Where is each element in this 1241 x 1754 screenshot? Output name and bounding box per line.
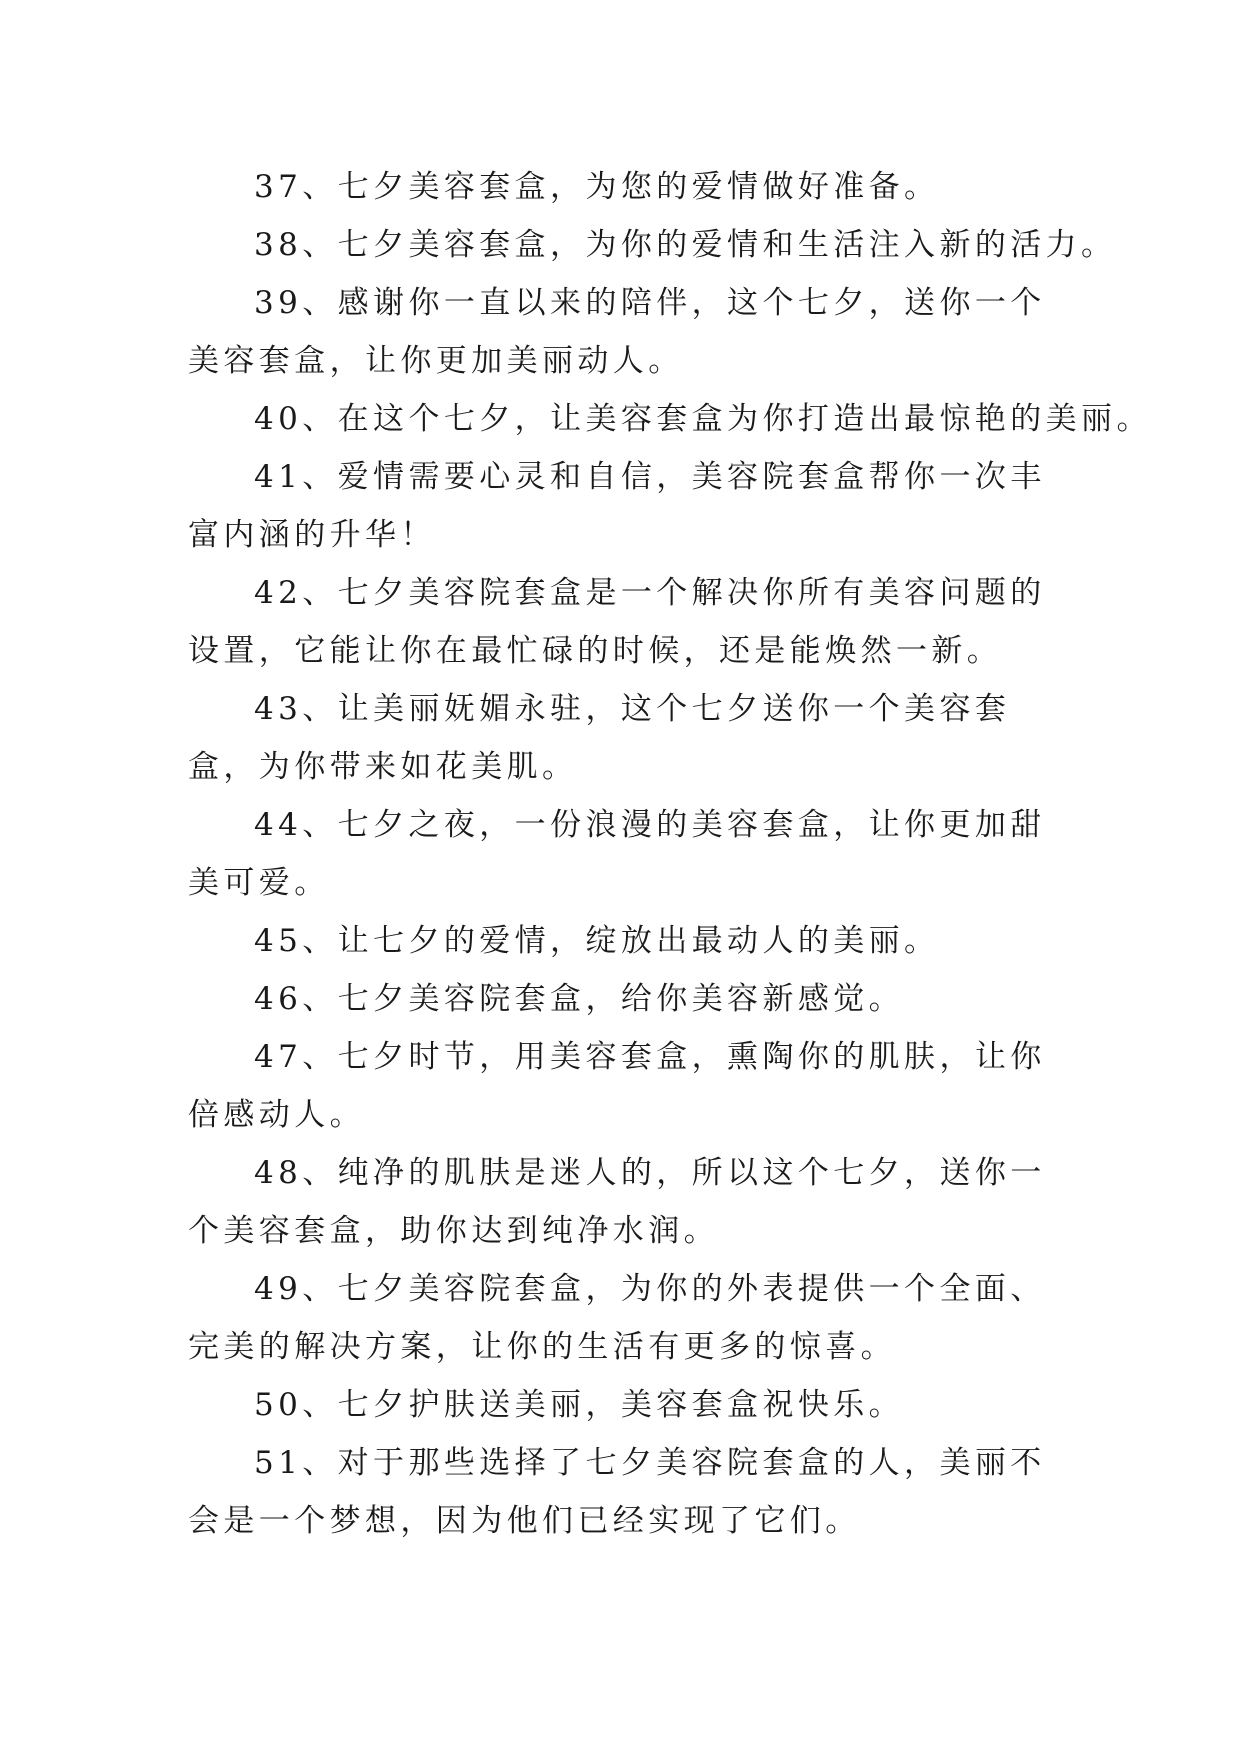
- paragraph-45: 45、让七夕的爱情，绽放出最动人的美丽。: [254, 923, 940, 959]
- paragraph-44: 44、七夕之夜，一份浪漫的美容套盒，让你更加甜美可爱。: [188, 807, 1046, 901]
- paragraph-39: 39、感谢你一直以来的陪伴，这个七夕，送你一个美容套盒，让你更加美丽动人。: [188, 285, 1046, 379]
- paragraph-51: 51、对于那些选择了七夕美容院套盒的人，美丽不会是一个梦想，因为他们已经实现了它们。: [188, 1445, 1046, 1539]
- paragraph-48: 48、纯净的肌肤是迷人的，所以这个七夕，送你一个美容套盒，助你达到纯净水润。: [188, 1155, 1046, 1249]
- paragraph-50: 50、七夕护肤送美丽，美容套盒祝快乐。: [254, 1387, 905, 1423]
- paragraph-38: 38、七夕美容套盒，为你的爱情和生活注入新的活力。: [254, 227, 1117, 263]
- paragraph-47: 47、七夕时节，用美容套盒，熏陶你的肌肤，让你倍感动人。: [188, 1039, 1046, 1133]
- paragraph-43: 43、让美丽妩媚永驻，这个七夕送你一个美容套盒，为你带来如花美肌。: [188, 691, 1011, 785]
- paragraph-49: 49、七夕美容院套盒，为你的外表提供一个全面、完美的解决方案，让你的生活有更多的惊喜。: [188, 1271, 1046, 1365]
- paragraph-40: 40、在这个七夕，让美容套盒为你打造出最惊艳的美丽。: [254, 401, 1152, 437]
- paragraph-37: 37、七夕美容套盒，为您的爱情做好准备。: [254, 169, 940, 205]
- paragraph-46: 46、七夕美容院套盒，给你美容新感觉。: [254, 981, 905, 1017]
- paragraph-42: 42、七夕美容院套盒是一个解决你所有美容问题的设置，它能让你在最忙碌的时候，还是能焕然一新。: [188, 575, 1046, 669]
- paragraph-41: 41、爱情需要心灵和自信，美容院套盒帮你一次丰富内涵的升华！: [188, 459, 1046, 553]
- document-body: [188, 158, 1152, 1550]
